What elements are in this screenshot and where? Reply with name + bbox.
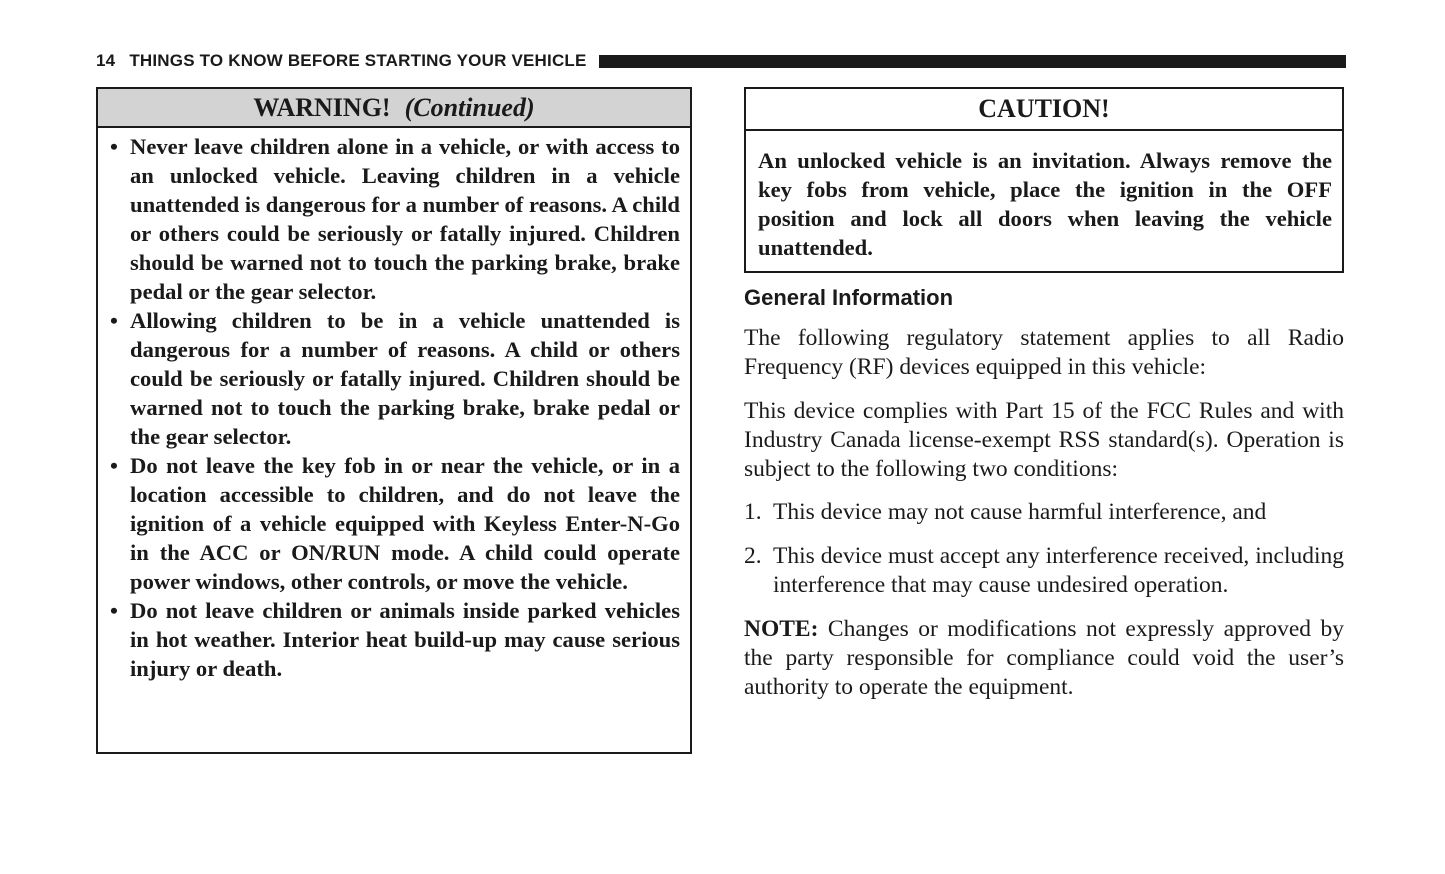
warning-continued-label: (Continued) (404, 92, 535, 122)
conditions-list (744, 498, 1344, 600)
warning-item (110, 132, 680, 306)
warning-item (110, 451, 680, 596)
header-rule (599, 55, 1346, 68)
right-column (744, 87, 1344, 702)
condition-text: This device may not cause harmful interference, and (773, 499, 1267, 525)
bullet-icon: • (110, 598, 118, 623)
page-number: 14 (96, 51, 116, 70)
warning-item-text: Never leave children alone in a vehicle, or with access to an unlocked vehicle. Leaving children in a vehicle unattended is dangerous for a number of reasons. A child or others could be seriously or fatally injured. Children should be warned not to touch the parking brake, brake pedal or the gear selector. (130, 134, 680, 304)
condition-number: 2. (744, 543, 762, 569)
running-header (96, 50, 1346, 72)
warning-title: WARNING! (253, 92, 391, 122)
note-text: Changes or modifications not expressly approved by the party responsible for compliance could void the user’s authority to operate the equipment. (744, 616, 1344, 700)
condition-number: 1. (744, 499, 762, 525)
caution-title: CAUTION! (746, 89, 1342, 131)
warning-item-text: Allowing children to be in a vehicle unattended is dangerous for a number of reasons. A child or others could be seriously or fatally injured. Children should be warned not to touch the parking brake, brake pedal or the gear selector. (130, 308, 680, 449)
condition-text: This device must accept any interference received, including interference that may cause undesired operation. (773, 543, 1344, 598)
caution-body: An unlocked vehicle is an invitation. Always remove the key fobs from vehicle, place the ignition in the OFF position and lock all doors when leaving the vehicle unattended. (758, 148, 1332, 260)
bullet-icon: • (110, 134, 118, 159)
condition-item (744, 498, 1344, 527)
regulatory-statement: The following regulatory statement applies to all Radio Frequency (RF) devices equipped in this vehicle: (744, 325, 1344, 380)
note-paragraph (744, 615, 1344, 702)
warning-list (98, 128, 690, 683)
warning-item (110, 306, 680, 451)
condition-item (744, 542, 1344, 600)
warning-item-text: Do not leave children or animals inside parked vehicles in hot weather. Interior heat build-up may cause serious injury or death. (130, 598, 680, 681)
caution-box (744, 87, 1344, 273)
warning-item (110, 596, 680, 683)
note-label: NOTE: (744, 616, 819, 642)
warning-header (98, 89, 690, 128)
compliance-statement: This device complies with Part 15 of the FCC Rules and with Industry Canada license-exempt RSS standard(s). Operation is subject to the following two conditions: (744, 398, 1344, 482)
bullet-icon: • (110, 453, 118, 478)
section-heading: General Information (744, 285, 954, 310)
chapter-title: THINGS TO KNOW BEFORE STARTING YOUR VEHICLE (129, 51, 587, 70)
warning-box (96, 87, 692, 754)
bullet-icon: • (110, 308, 118, 333)
warning-item-text: Do not leave the key fob in or near the vehicle, or in a location accessible to children, and do not leave the ignition of a vehicle equipped with Keyless Enter-N-Go in the ACC or ON/RUN mode. A child could operate power windows, other controls, or move the vehicle. (130, 453, 680, 594)
